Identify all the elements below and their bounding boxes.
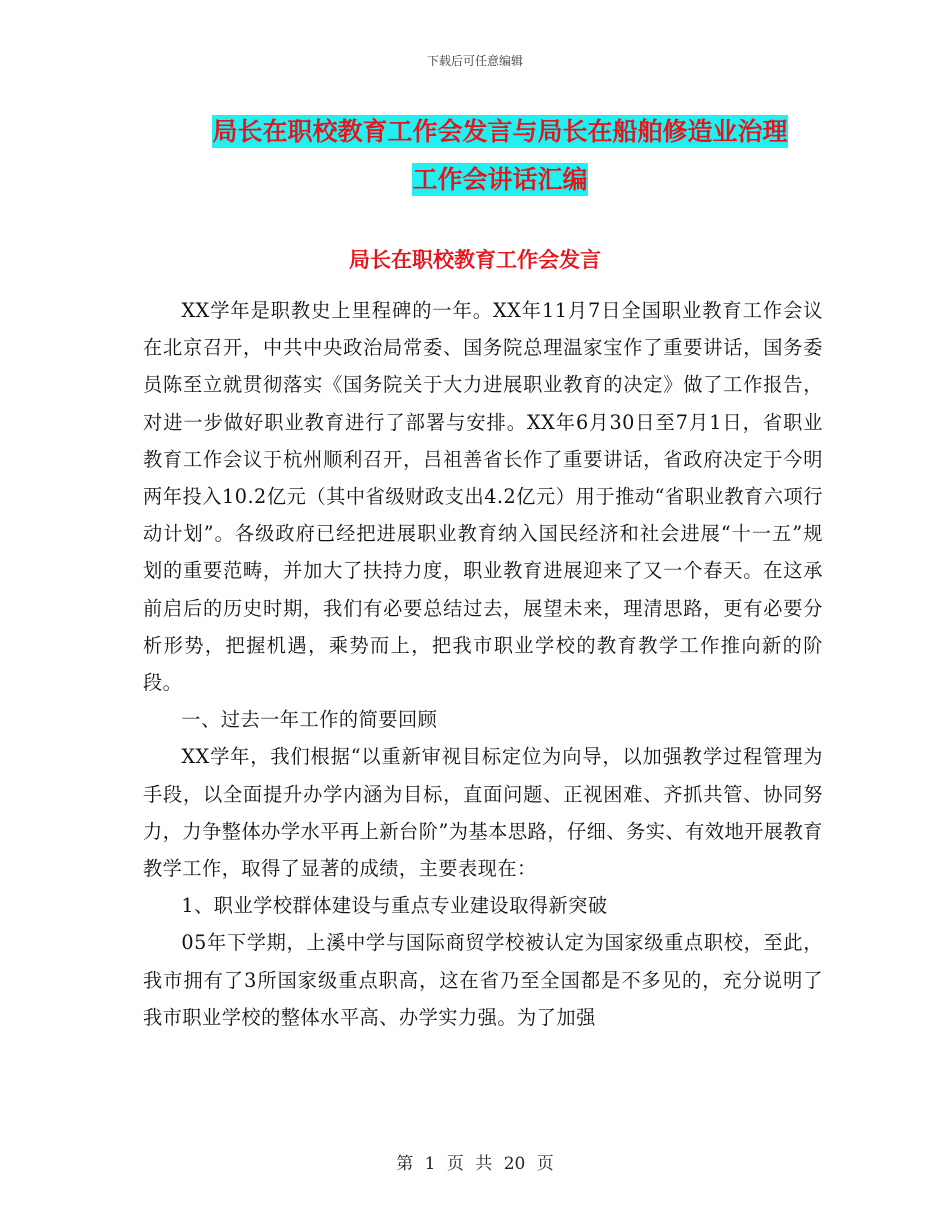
paragraph-heading-review: 一、过去一年工作的简要回顾 — [181, 708, 438, 732]
paragraph-subheading-1: 1、职业学校群体建设与重点专业建设取得新突破 — [181, 894, 608, 918]
document-title — [140, 108, 860, 204]
paragraph-schools: 05年下学期，上溪中学与国际商贸学校被认定为国家级重点职校，至此，我市拥有了3所国家级重点职高，这在省乃至全国都是不多见的，充分说明了我市职业学校的整体水平高、办学实力强。为了加强 — [143, 931, 823, 1029]
paragraph-intro: XX学年是职教史上里程碑的一年。XX年11月7日全国职业教育工作会议在北京召开，中共中央政治局常委、国务院总理温家宝作了重要讲话，国务委员陈至立就贯彻落实《国务院关于大力进展职业教育的决定》做了工作报告，对进一步做好职业教育进行了部署与安排。XX年6月30日至7月1日，省职业教育工作会议于杭州顺利召开，吕祖善省长作了重要讲话，省政府决定于今明两年投入10.2亿元（其中省级财政支出4.2亿元）用于推动“省职业教育六项行动计划”。各级政府已经把进展职业教育纳入国民经济和社会进展“十一五”规划的重要范畴，并加大了扶持力度，职业教育进展迎来了又一个春天。在这承前启后的历史时期，我们有必要总结过去，展望未来，理清思路，更有必要分析形势，把握机遇，乘势而上，把我市职业学校的教育教学工作推向新的阶段。 — [143, 299, 823, 695]
section-heading: 局长在职校教育工作会发言 — [349, 248, 601, 272]
page-header-note: 下载后可任意编辑 — [426, 54, 523, 68]
page-number: 第 1 页 共 20 页 — [396, 1154, 554, 1174]
document-title-line-2: 工作会讲话汇编 — [412, 165, 588, 194]
paragraph-review: XX学年，我们根据“以重新审视目标定位为向导，以加强教学过程管理为手段，以全面提升办学内涵为目标，直面问题、正视困难、齐抓共管、协同努力，力争整体办学水平再上新台阶”为基本思路，仔细、务实、有效地开展教育教学工作，取得了显著的成绩，主要表现在： — [143, 745, 823, 881]
document-title-line-1: 局长在职校教育工作会发言与局长在船舶修造业治理 — [212, 117, 788, 146]
body-text — [143, 292, 823, 1036]
